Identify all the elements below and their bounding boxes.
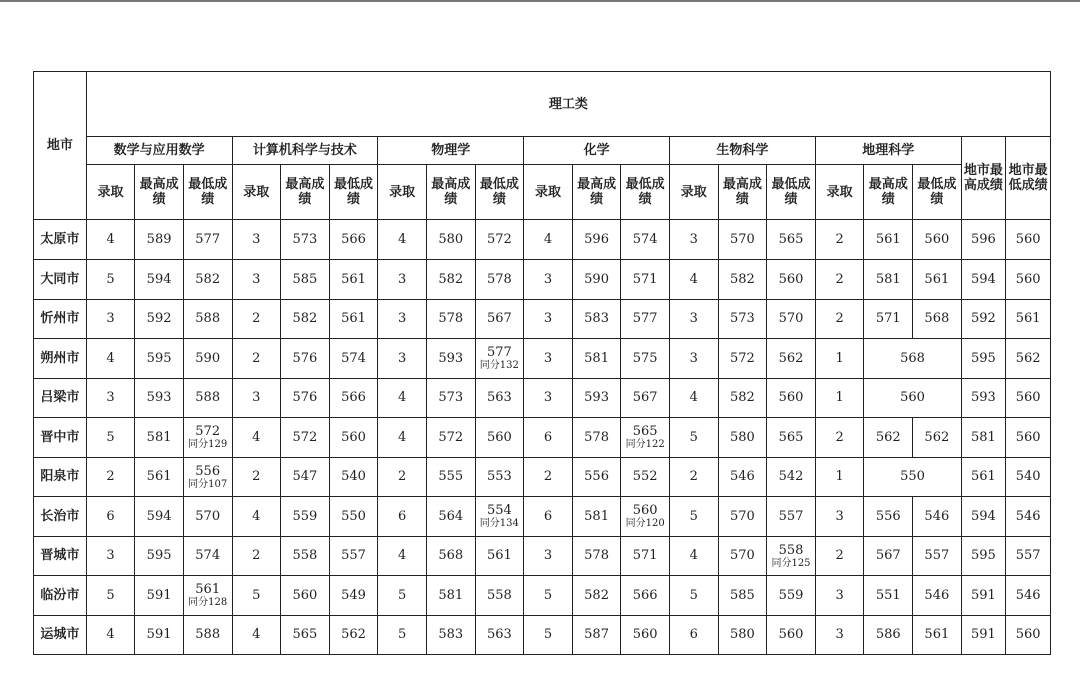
score-cell: 560 [767, 615, 816, 655]
table-row [34, 220, 1051, 260]
score-cell: 571 [621, 536, 670, 576]
score-cell: 3 [86, 299, 135, 339]
min-score-header: 最低成绩 [183, 165, 232, 220]
score-cell: 546 [718, 457, 767, 497]
score-cell: 589 [135, 220, 184, 260]
score-cell: 542 [767, 457, 816, 497]
score-cell: 4 [86, 339, 135, 379]
score-cell: 574 [183, 536, 232, 576]
score-cell: 594 [961, 260, 1006, 300]
score-cell: 570 [183, 497, 232, 537]
score-cell: 557 [329, 536, 378, 576]
min-score-header: 最低成绩 [913, 165, 962, 220]
score-cell: 560 [1006, 378, 1051, 418]
table-row [34, 615, 1051, 655]
score-cell: 571 [621, 260, 670, 300]
score-cell-with-tie [475, 339, 524, 379]
table-row [34, 418, 1051, 458]
score-cell: 585 [718, 576, 767, 616]
city-name: 大同市 [34, 260, 87, 300]
score-cell: 4 [669, 260, 718, 300]
score-cell: 546 [913, 497, 962, 537]
score-cell: 3 [378, 260, 427, 300]
score-cell: 559 [767, 576, 816, 616]
max-score-header: 最高成绩 [718, 165, 767, 220]
score-cell: 2 [232, 299, 281, 339]
subject-header: 物理学 [378, 137, 524, 165]
score-cell: 546 [1006, 576, 1051, 616]
score-cell: 3 [524, 260, 573, 300]
score-cell: 582 [281, 299, 330, 339]
score-cell: 582 [183, 260, 232, 300]
score-cell: 2 [378, 457, 427, 497]
score-cell: 594 [135, 260, 184, 300]
tie-rank-note: 同分125 [771, 557, 811, 569]
score-cell: 5 [232, 576, 281, 616]
page-top-border [0, 0, 1080, 2]
score-cell: 1 [815, 378, 864, 418]
score-cell: 6 [524, 497, 573, 537]
score-cell: 4 [669, 378, 718, 418]
score-cell: 5 [669, 418, 718, 458]
tie-rank-note: 同分122 [625, 439, 665, 451]
score-cell: 3 [669, 339, 718, 379]
score-cell-with-tie [621, 497, 670, 537]
score-cell: 568 [913, 299, 962, 339]
table-row [34, 536, 1051, 576]
city-name: 晋中市 [34, 418, 87, 458]
score-cell: 562 [767, 339, 816, 379]
score-cell: 555 [426, 457, 475, 497]
header-row-subheaders [34, 165, 1051, 220]
score-cell: 595 [961, 536, 1006, 576]
score-cell: 5 [378, 615, 427, 655]
city-name: 晋城市 [34, 536, 87, 576]
score-cell: 577 [183, 220, 232, 260]
score-cell: 5 [378, 576, 427, 616]
score-cell: 594 [135, 497, 184, 537]
score-cell: 573 [718, 299, 767, 339]
score-cell: 557 [1006, 536, 1051, 576]
score-cell: 592 [135, 299, 184, 339]
score-cell: 3 [524, 299, 573, 339]
score-cell: 582 [718, 378, 767, 418]
score-cell: 591 [961, 576, 1006, 616]
admitted-count-header: 录取 [378, 165, 427, 220]
score-cell: 573 [426, 378, 475, 418]
score-cell: 576 [281, 339, 330, 379]
score-cell: 3 [378, 299, 427, 339]
score-cell: 560 [621, 615, 670, 655]
score-cell: 4 [378, 536, 427, 576]
table-row [34, 299, 1051, 339]
score-cell: 568 [426, 536, 475, 576]
score-cell: 556 [572, 457, 621, 497]
score-cell: 572 [426, 418, 475, 458]
score-cell: 580 [718, 615, 767, 655]
score-cell: 3 [378, 339, 427, 379]
score-cell: 565 [767, 418, 816, 458]
city-name: 吕梁市 [34, 378, 87, 418]
score-cell: 567 [864, 536, 913, 576]
score-cell: 5 [669, 497, 718, 537]
table-row [34, 378, 1051, 418]
city-name: 阳泉市 [34, 457, 87, 497]
admission-score-table [33, 71, 1051, 655]
min-score-header: 最低成绩 [621, 165, 670, 220]
score-cell: 4 [378, 378, 427, 418]
score-cell: 556 [864, 497, 913, 537]
score-cell: 2 [815, 299, 864, 339]
score-cell: 3 [669, 220, 718, 260]
score-cell: 575 [621, 339, 670, 379]
city-name: 临汾市 [34, 576, 87, 616]
score-cell: 595 [135, 536, 184, 576]
score-cell: 581 [135, 418, 184, 458]
score-cell: 590 [572, 260, 621, 300]
subject-header: 地理科学 [815, 137, 961, 165]
score-cell: 6 [669, 615, 718, 655]
score-cell: 4 [86, 615, 135, 655]
score-value: 572 [195, 424, 221, 440]
score-cell: 562 [913, 418, 962, 458]
score-cell: 5 [524, 615, 573, 655]
score-cell: 581 [426, 576, 475, 616]
score-cell: 561 [329, 260, 378, 300]
score-cell: 560 [1006, 615, 1051, 655]
score-cell: 561 [329, 299, 378, 339]
score-cell: 562 [864, 418, 913, 458]
score-cell: 540 [1006, 457, 1051, 497]
score-cell: 561 [135, 457, 184, 497]
score-cell: 4 [232, 497, 281, 537]
score-cell: 560 [767, 260, 816, 300]
table-row [34, 497, 1051, 537]
score-cell: 558 [475, 576, 524, 616]
score-cell: 546 [913, 576, 962, 616]
score-cell: 560 [767, 378, 816, 418]
score-cell: 2 [86, 457, 135, 497]
score-cell: 585 [281, 260, 330, 300]
score-cell: 3 [815, 497, 864, 537]
score-cell: 565 [767, 220, 816, 260]
score-cell: 2 [232, 339, 281, 379]
city-name: 运城市 [34, 615, 87, 655]
score-cell: 4 [524, 220, 573, 260]
score-cell: 570 [718, 536, 767, 576]
score-cell: 4 [232, 615, 281, 655]
city-name: 太原市 [34, 220, 87, 260]
city-name: 长治市 [34, 497, 87, 537]
score-cell: 565 [281, 615, 330, 655]
admitted-count-header: 录取 [232, 165, 281, 220]
score-cell: 5 [669, 576, 718, 616]
score-cell: 578 [572, 536, 621, 576]
score-cell: 551 [864, 576, 913, 616]
score-cell: 2 [669, 457, 718, 497]
score-cell: 560 [475, 418, 524, 458]
score-cell: 595 [135, 339, 184, 379]
score-cell: 550 [329, 497, 378, 537]
subject-header: 生物科学 [669, 137, 815, 165]
score-cell: 6 [524, 418, 573, 458]
score-cell: 587 [572, 615, 621, 655]
tie-rank-note: 同分120 [625, 518, 665, 530]
score-cell-with-tie [183, 576, 232, 616]
city-name: 朔州市 [34, 339, 87, 379]
city-max-header: 地市最高成绩 [961, 137, 1006, 220]
score-cell: 4 [378, 418, 427, 458]
score-cell: 595 [961, 339, 1006, 379]
score-cell: 570 [718, 497, 767, 537]
score-cell: 588 [183, 378, 232, 418]
score-cell: 572 [281, 418, 330, 458]
score-cell: 1 [815, 457, 864, 497]
score-cell: 5 [86, 576, 135, 616]
score-cell: 3 [524, 339, 573, 379]
score-cell: 580 [718, 418, 767, 458]
score-cell: 593 [572, 378, 621, 418]
score-cell: 560 [329, 418, 378, 458]
score-cell: 563 [475, 378, 524, 418]
min-score-header: 最低成绩 [329, 165, 378, 220]
score-cell: 552 [621, 457, 670, 497]
admitted-count-header: 录取 [86, 165, 135, 220]
header-row-subjects [34, 137, 1051, 165]
score-cell: 557 [913, 536, 962, 576]
admitted-count-header: 录取 [669, 165, 718, 220]
score-cell: 590 [183, 339, 232, 379]
score-cell: 581 [864, 260, 913, 300]
merged-score-cell: 550 [864, 457, 961, 497]
score-cell: 3 [232, 260, 281, 300]
min-score-header: 最低成绩 [475, 165, 524, 220]
score-cell: 3 [232, 220, 281, 260]
score-cell: 2 [815, 536, 864, 576]
score-cell: 580 [426, 220, 475, 260]
score-cell: 3 [815, 615, 864, 655]
score-cell: 581 [572, 339, 621, 379]
score-cell: 594 [961, 497, 1006, 537]
score-cell: 6 [86, 497, 135, 537]
score-cell: 561 [864, 220, 913, 260]
admitted-count-header: 录取 [524, 165, 573, 220]
score-cell: 562 [329, 615, 378, 655]
score-cell: 2 [524, 457, 573, 497]
score-cell: 561 [913, 260, 962, 300]
score-value: 554 [486, 503, 512, 519]
score-cell: 2 [232, 457, 281, 497]
score-cell: 593 [135, 378, 184, 418]
score-cell: 574 [621, 220, 670, 260]
score-cell: 5 [524, 576, 573, 616]
tie-rank-note: 同分132 [479, 360, 519, 372]
score-cell: 596 [572, 220, 621, 260]
admitted-count-header: 录取 [815, 165, 864, 220]
score-cell-with-tie [767, 536, 816, 576]
score-cell: 581 [572, 497, 621, 537]
score-cell: 566 [329, 378, 378, 418]
score-cell: 561 [913, 615, 962, 655]
score-cell: 5 [86, 260, 135, 300]
table-row [34, 576, 1051, 616]
score-value: 565 [632, 424, 658, 440]
score-cell: 560 [1006, 260, 1051, 300]
score-cell: 578 [475, 260, 524, 300]
tie-rank-note: 同分128 [188, 597, 228, 609]
table-title: 理工类 [86, 72, 1050, 137]
score-cell: 578 [572, 418, 621, 458]
subject-header: 计算机科学与技术 [232, 137, 378, 165]
score-cell-with-tie [621, 418, 670, 458]
score-cell-with-tie [183, 457, 232, 497]
score-cell: 576 [281, 378, 330, 418]
header-row-1 [34, 72, 1051, 137]
merged-score-cell: 568 [864, 339, 961, 379]
tie-rank-note: 同分134 [479, 518, 519, 530]
city-min-header: 地市最低成绩 [1006, 137, 1051, 220]
max-score-header: 最高成绩 [135, 165, 184, 220]
score-cell: 1 [815, 339, 864, 379]
score-cell: 578 [426, 299, 475, 339]
subject-header: 化学 [524, 137, 670, 165]
subject-header: 数学与应用数学 [86, 137, 232, 165]
min-score-header: 最低成绩 [767, 165, 816, 220]
score-cell: 583 [426, 615, 475, 655]
table-row [34, 339, 1051, 379]
score-cell: 570 [718, 220, 767, 260]
score-cell: 592 [961, 299, 1006, 339]
max-score-header: 最高成绩 [864, 165, 913, 220]
score-cell: 2 [815, 418, 864, 458]
max-score-header: 最高成绩 [426, 165, 475, 220]
score-cell: 570 [767, 299, 816, 339]
score-cell: 5 [86, 418, 135, 458]
score-cell: 558 [281, 536, 330, 576]
score-value: 556 [195, 463, 221, 479]
score-cell: 591 [135, 576, 184, 616]
score-cell: 559 [281, 497, 330, 537]
score-cell: 577 [621, 299, 670, 339]
score-value: 577 [486, 345, 512, 361]
score-cell: 3 [86, 536, 135, 576]
score-cell: 588 [183, 615, 232, 655]
score-cell: 2 [232, 536, 281, 576]
score-cell: 561 [961, 457, 1006, 497]
city-column-header: 地市 [34, 72, 87, 220]
score-cell: 553 [475, 457, 524, 497]
score-cell: 2 [815, 260, 864, 300]
score-cell: 560 [1006, 418, 1051, 458]
score-cell: 549 [329, 576, 378, 616]
score-cell: 562 [1006, 339, 1051, 379]
score-cell: 566 [329, 220, 378, 260]
score-cell: 3 [815, 576, 864, 616]
score-cell: 571 [864, 299, 913, 339]
score-cell: 591 [961, 615, 1006, 655]
max-score-header: 最高成绩 [281, 165, 330, 220]
score-cell: 582 [572, 576, 621, 616]
tie-rank-note: 同分107 [188, 478, 228, 490]
score-cell: 574 [329, 339, 378, 379]
score-cell: 3 [232, 378, 281, 418]
score-cell: 3 [669, 299, 718, 339]
table-row [34, 457, 1051, 497]
max-score-header: 最高成绩 [572, 165, 621, 220]
score-cell: 4 [86, 220, 135, 260]
score-cell: 564 [426, 497, 475, 537]
score-cell: 560 [1006, 220, 1051, 260]
score-cell: 557 [767, 497, 816, 537]
score-cell: 567 [621, 378, 670, 418]
score-cell: 4 [669, 536, 718, 576]
score-cell: 572 [718, 339, 767, 379]
score-cell: 567 [475, 299, 524, 339]
score-cell: 546 [1006, 497, 1051, 537]
score-cell-with-tie [475, 497, 524, 537]
score-cell: 593 [961, 378, 1006, 418]
score-cell: 588 [183, 299, 232, 339]
score-cell: 582 [426, 260, 475, 300]
score-cell: 3 [524, 536, 573, 576]
score-cell: 3 [524, 378, 573, 418]
score-cell: 4 [378, 220, 427, 260]
score-cell: 573 [281, 220, 330, 260]
score-cell: 566 [621, 576, 670, 616]
score-cell: 596 [961, 220, 1006, 260]
score-cell: 582 [718, 260, 767, 300]
merged-score-cell: 560 [864, 378, 961, 418]
score-cell: 4 [232, 418, 281, 458]
city-name: 忻州市 [34, 299, 87, 339]
score-cell: 572 [475, 220, 524, 260]
table-row [34, 260, 1051, 300]
score-value: 558 [778, 542, 804, 558]
score-cell: 3 [86, 378, 135, 418]
score-cell: 583 [572, 299, 621, 339]
score-cell: 591 [135, 615, 184, 655]
score-cell: 561 [1006, 299, 1051, 339]
score-value: 561 [195, 582, 221, 598]
score-cell: 586 [864, 615, 913, 655]
score-cell: 593 [426, 339, 475, 379]
score-cell: 581 [961, 418, 1006, 458]
tie-rank-note: 同分129 [188, 439, 228, 451]
score-cell: 560 [913, 220, 962, 260]
score-cell: 6 [378, 497, 427, 537]
score-cell-with-tie [183, 418, 232, 458]
score-cell: 547 [281, 457, 330, 497]
score-cell: 563 [475, 615, 524, 655]
score-value: 560 [632, 503, 658, 519]
score-cell: 2 [815, 220, 864, 260]
score-cell: 560 [281, 576, 330, 616]
score-cell: 540 [329, 457, 378, 497]
score-cell: 561 [475, 536, 524, 576]
